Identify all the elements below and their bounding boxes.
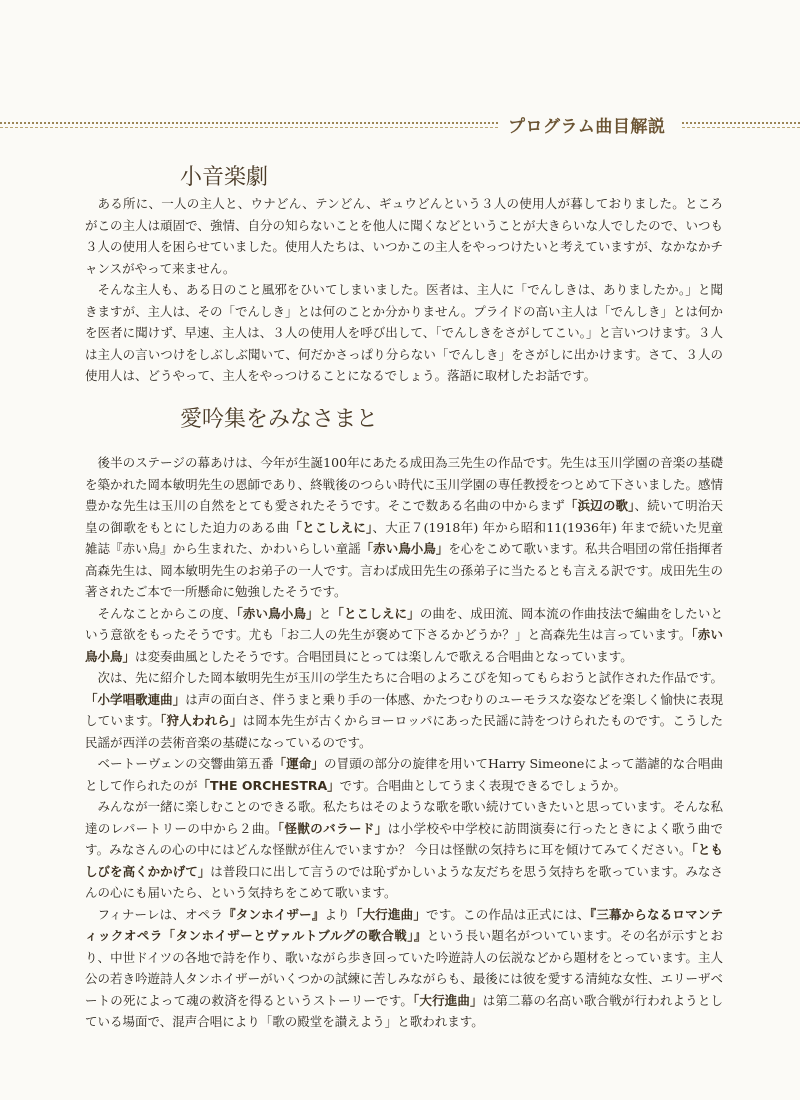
text-run: 後半のステージの幕あけは、今年が生誕100年にあたる成田為三先生の作品です。先生は玉川学園の音楽の基礎を築かれた岡本敏明先生の恩師であり、終戦後のつらい時代に玉川学園の専任教授をつとめて下さいました。感情豊かな先生は玉川の自然をとても愛されたそうです。そこで数ある名曲の中からまず xyxy=(85,455,723,513)
song-title: 「狩人われら」 xyxy=(160,713,243,728)
page-header xyxy=(0,112,800,136)
song-title: 『タンホイザー』 xyxy=(223,906,325,922)
song-title: 「大行進曲」 xyxy=(349,906,427,922)
text-run: を心をこめて歌います。私共合唱団の常任指揮者高森先生は、岡本敏明先生のお弟子の一人です。言わば成田先生の孫弟子に当たるとも言える訳です。成田先生の著されたご本で一所懸命に勉強したそうです。 xyxy=(85,541,723,599)
paragraph: ある所に、一人の主人と、ウナどん、テンどん、ギュウどんという３人の使用人が暮しておりました。ところがこの主人は頑固で、強情、自分の知らないことを他人に聞くなどということが大きらいな人でしたので、いつも３人の使用人を困らせていました。使用人たちは、いつかこの主人をやっつけたいと考えていますが、なかなかチャンスがやって来ません。 xyxy=(85,196,723,276)
section-title-mini-musical: 小音楽劇 xyxy=(180,165,269,190)
text-run: という長い題名がついています。その名が示すとおり、中世ドイツの各地で詩を作り、歌いながら歩き回っていた吟遊詩人の伝説などから題材をとっています。主人公の若き吟遊詩人タンホイザーがいくつかの試練に苦しみながらも、最後には彼を愛する清純な女性、エリーザベートの死によって魂の救済を得るというストーリーです。 xyxy=(85,928,723,1008)
paragraph xyxy=(85,753,723,796)
song-title: 「運命」 xyxy=(273,756,325,771)
section-body-aiginshu xyxy=(85,452,723,1033)
text-run: そんなことからこの度、 xyxy=(97,605,237,621)
text-run: は岡本先生が古くからヨーロッパにあった民謡に詩をつけられたものです。こうした民謡が西洋の芸術音楽の基礎になっているのです。 xyxy=(85,713,723,750)
text-run: の冒頭の部分の旋律を用いてHarry Simeoneによって諧謔的な合唱曲として作られたのが xyxy=(85,756,723,793)
text-run: ベートーヴェンの交響曲第五番 xyxy=(97,756,274,771)
song-title: 「ともしびを高くかかげて」 xyxy=(85,842,723,879)
text-run: は第二幕の名高い歌合戦が行われようとしている場面で、混声合唱により「歌の殿堂を讃えよう」と歌われます。 xyxy=(85,992,723,1029)
text-run: は声の面白さ、伴うまと乗り手の一体感、かたつむりのユーモラスな姿などを楽しく愉快に表現しています。 xyxy=(85,691,723,728)
paragraph xyxy=(85,452,723,603)
song-title: 「THE ORCHESTRA」 xyxy=(197,777,340,793)
text-run: 、続いて明治天皇の御歌をもとにした迫力のある曲 xyxy=(85,498,723,535)
paragraph xyxy=(85,904,723,1033)
paragraph: そんな主人も、ある日のこと風邪をひいてしまいました。医者は、主人に「でんしきは、ありましたか。」と聞きますが、主人は、その「でんしき」とは何のことか分かりません。プライドの高い主人は「でんしき」とは何かを医者に聞けず、早速、主人は、３人の使用人を呼び出して、「でんしきをさがしてこい。」と言いつけます。３人は主人の言いつけをしぶしぶ聞いて、何だかさっぱり分らない「でんしき」をさがしに出かけます。さて、３人の使用人は、どうやって、主人をやっつけることになるでしょう。落語に取材したお話です。 xyxy=(85,282,723,383)
song-title: 「赤い鳥小鳥」 xyxy=(360,541,449,556)
header-title: プログラム曲目解説 xyxy=(508,117,666,137)
text-run: フィナーレは、オペラ xyxy=(97,906,224,922)
song-title: 『三幕からなるロマンティックオペラ「タンホイザーとヴァルトブルグの歌合戦」』 xyxy=(85,906,723,943)
song-title: 「とこしえに」 xyxy=(331,605,420,621)
text-run: は小学校や中学校に訪問演奏に行ったときによく歌う曲です。みなさんの心の中にはどんな怪獣が住んでいますか？ 今日は怪獣の気持ちに耳を傾けてみてください。 xyxy=(85,820,723,857)
text-run: です。合唱曲としてうまく表現できるでしょうか。 xyxy=(339,777,627,793)
text-run: 、大正７(1918年) 年から昭和11(1936年) 年まで続いた児童雑誌『赤い鳥』から生まれた、かわいらしい童謡 xyxy=(85,519,723,556)
song-title: 「小学唱歌連曲」 xyxy=(85,691,186,707)
song-title: 「大行進曲」 xyxy=(413,992,483,1008)
section-body-mini-musical xyxy=(85,193,723,387)
section-title-aiginshu: 愛吟集をみなさまと xyxy=(180,407,379,432)
song-title: 「とこしえに」 xyxy=(289,519,373,535)
text-run: みんなが一緒に楽しむことのできる歌。私たちはそのような歌を歌い続けていきたいと思っています。そんな私達のレパートリーの中から２曲。 xyxy=(85,799,723,836)
text-run: と xyxy=(318,605,332,621)
header-rule-left xyxy=(0,122,498,128)
song-title: 「赤い鳥小鳥」 xyxy=(85,627,723,664)
song-title: 「赤い鳥小鳥」 xyxy=(236,605,319,621)
song-title: 「怪獣のバラード」 xyxy=(277,820,388,836)
text-run: は変奏曲風としたそうです。合唱団員にとっては楽しんで歌える合唱曲となっています。 xyxy=(135,648,633,664)
paragraph xyxy=(85,796,723,904)
paragraph xyxy=(85,603,723,668)
text-run: の曲を、成田流、岡本流の作曲技法で編曲をしたいという意欲をもったそうです。尤も「お二人の先生が褒めて下さるかどうか？」と高森先生は言っています。 xyxy=(85,605,723,642)
header-rule-right xyxy=(682,122,800,128)
text-run: です。この作品は正式には、 xyxy=(426,906,590,922)
text-run: は普段口に出して言うのでは恥ずかしいような友だちを思う気持ちを歌っています。みなさんの心にも届いたら、という気持ちをこめて歌います。 xyxy=(85,863,723,900)
song-title: 「浜辺の歌」 xyxy=(564,498,635,513)
text-run: より xyxy=(324,906,350,922)
text-run: 次は、先に紹介した岡本敏明先生が玉川の学生たちに合唱のよろこびを知ってもらおうと試作された作品です。 xyxy=(97,670,723,685)
paragraph xyxy=(85,667,723,753)
